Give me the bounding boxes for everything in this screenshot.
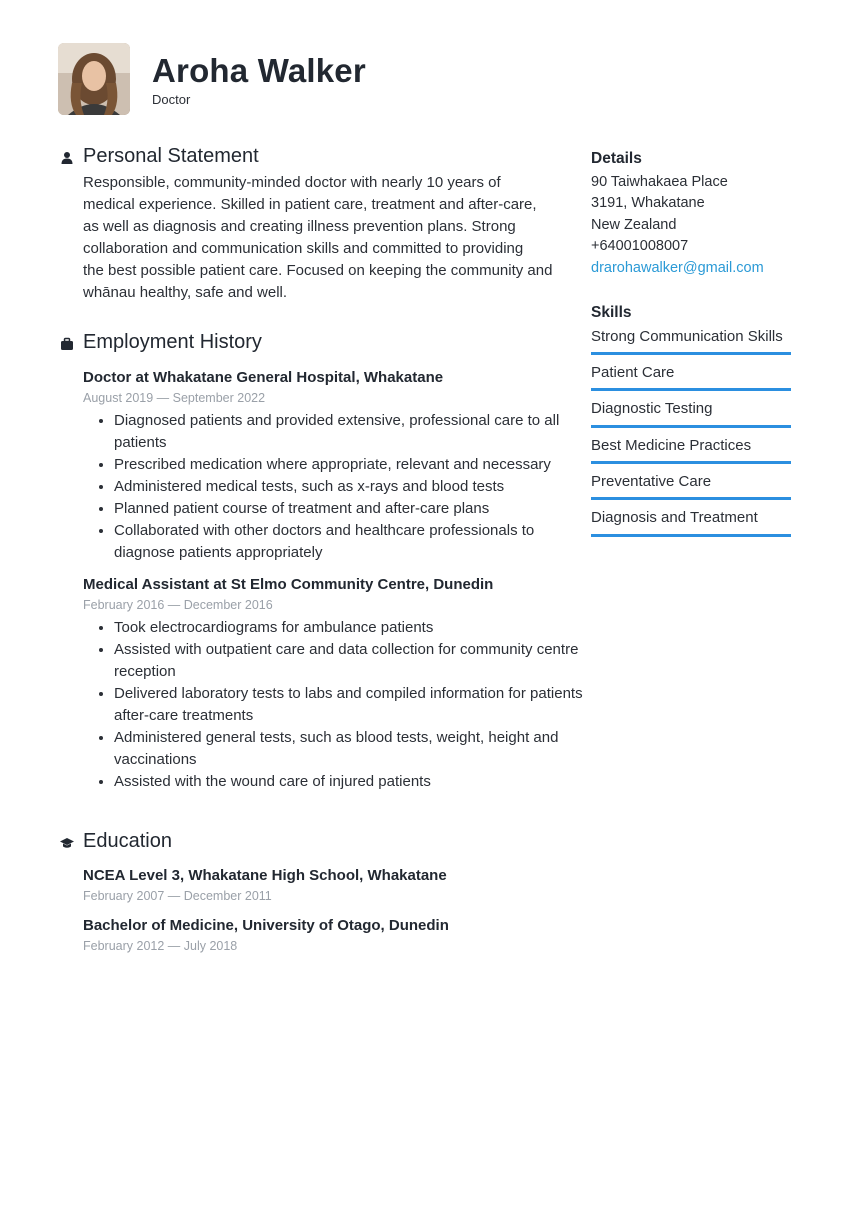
statement-line: collaboration and communication skills and committed to providing (83, 240, 524, 257)
skill-label: Patient Care (591, 364, 675, 381)
list-item: • Diagnosed patients and provided extensive, professional care to all patients (114, 410, 584, 454)
skill-bar (591, 425, 791, 428)
statement-line: Responsible, community-minded doctor with nearly 10 years of (83, 174, 501, 191)
job-title: Doctor at Whakatane General Hospital, Whakatane (83, 369, 444, 386)
skill-bar (591, 352, 791, 355)
statement-line: as well as diagnosis and creating illness prevention plans. Strong (83, 218, 516, 235)
phone-number: +64001008007 (591, 238, 689, 254)
skill-label: Best Medicine Practices (591, 437, 752, 454)
skill-bar (591, 461, 791, 464)
education-dates: February 2012 — July 2018 (83, 939, 238, 953)
skill-bar (591, 497, 791, 500)
list-item: • Planned patient course of treatment and after-care plans (114, 498, 584, 520)
candidate-job-title: Doctor (152, 92, 191, 107)
statement-line: medical experience. Skilled in patient care, treatment and after-care, (83, 196, 537, 213)
list-item: • Delivered laboratory tests to labs and compiled information for patients after-care treatments (114, 683, 584, 727)
graduation-cap-icon (60, 836, 74, 850)
list-item: • Prescribed medication where appropriate, relevant and necessary (114, 454, 584, 476)
skill-label: Diagnostic Testing (591, 400, 713, 417)
job-dates: February 2016 — December 2016 (83, 598, 273, 612)
email-link[interactable]: drarohawalker@gmail.com (591, 260, 764, 276)
skill-label: Diagnosis and Treatment (591, 509, 758, 526)
education-title: NCEA Level 3, Whakatane High School, Whakatane (83, 867, 447, 884)
country: New Zealand (591, 217, 677, 233)
job-bullet-list (96, 410, 584, 564)
education-heading: Education (83, 830, 172, 852)
employment-history-heading: Employment History (83, 331, 262, 353)
list-item: • Collaborated with other doctors and healthcare professionals to diagnose patients appropriately (114, 520, 584, 564)
profile-photo (58, 43, 130, 115)
skill-bar (591, 534, 791, 537)
address-line-2: 3191, Whakatane (591, 195, 705, 211)
job-dates: August 2019 — September 2022 (83, 391, 266, 405)
personal-statement-text (83, 172, 561, 304)
education-dates: February 2007 — December 2011 (83, 889, 272, 903)
education-title: Bachelor of Medicine, University of Otago, Dunedin (83, 917, 449, 934)
skills-heading: Skills (591, 304, 632, 321)
details-heading: Details (591, 150, 642, 167)
list-item: • Administered medical tests, such as x-rays and blood tests (114, 476, 584, 498)
list-item: • Assisted with the wound care of injured patients (114, 771, 584, 793)
candidate-name: Aroha Walker (152, 52, 366, 89)
skill-bar (591, 388, 791, 391)
list-item: • Administered general tests, such as blood tests, weight, height and vaccinations (114, 727, 584, 771)
personal-statement-heading: Personal Statement (83, 145, 259, 167)
job-title: Medical Assistant at St Elmo Community Centre, Dunedin (83, 576, 494, 593)
list-item: • Took electrocardiograms for ambulance patients (114, 617, 584, 639)
portrait-image (58, 43, 130, 115)
statement-line: whānau healthy, safe and well. (83, 284, 288, 301)
skill-label: Preventative Care (591, 473, 712, 490)
statement-line: the best possible patient care. Focused on keeping the community and (83, 262, 553, 279)
address-line-1: 90 Taiwhakaea Place (591, 174, 728, 190)
briefcase-icon (60, 337, 74, 351)
job-bullet-list (96, 617, 584, 793)
skill-label: Strong Communication Skills (591, 328, 783, 345)
list-item: • Assisted with outpatient care and data collection for community centre reception (114, 639, 584, 683)
person-icon (60, 151, 74, 165)
